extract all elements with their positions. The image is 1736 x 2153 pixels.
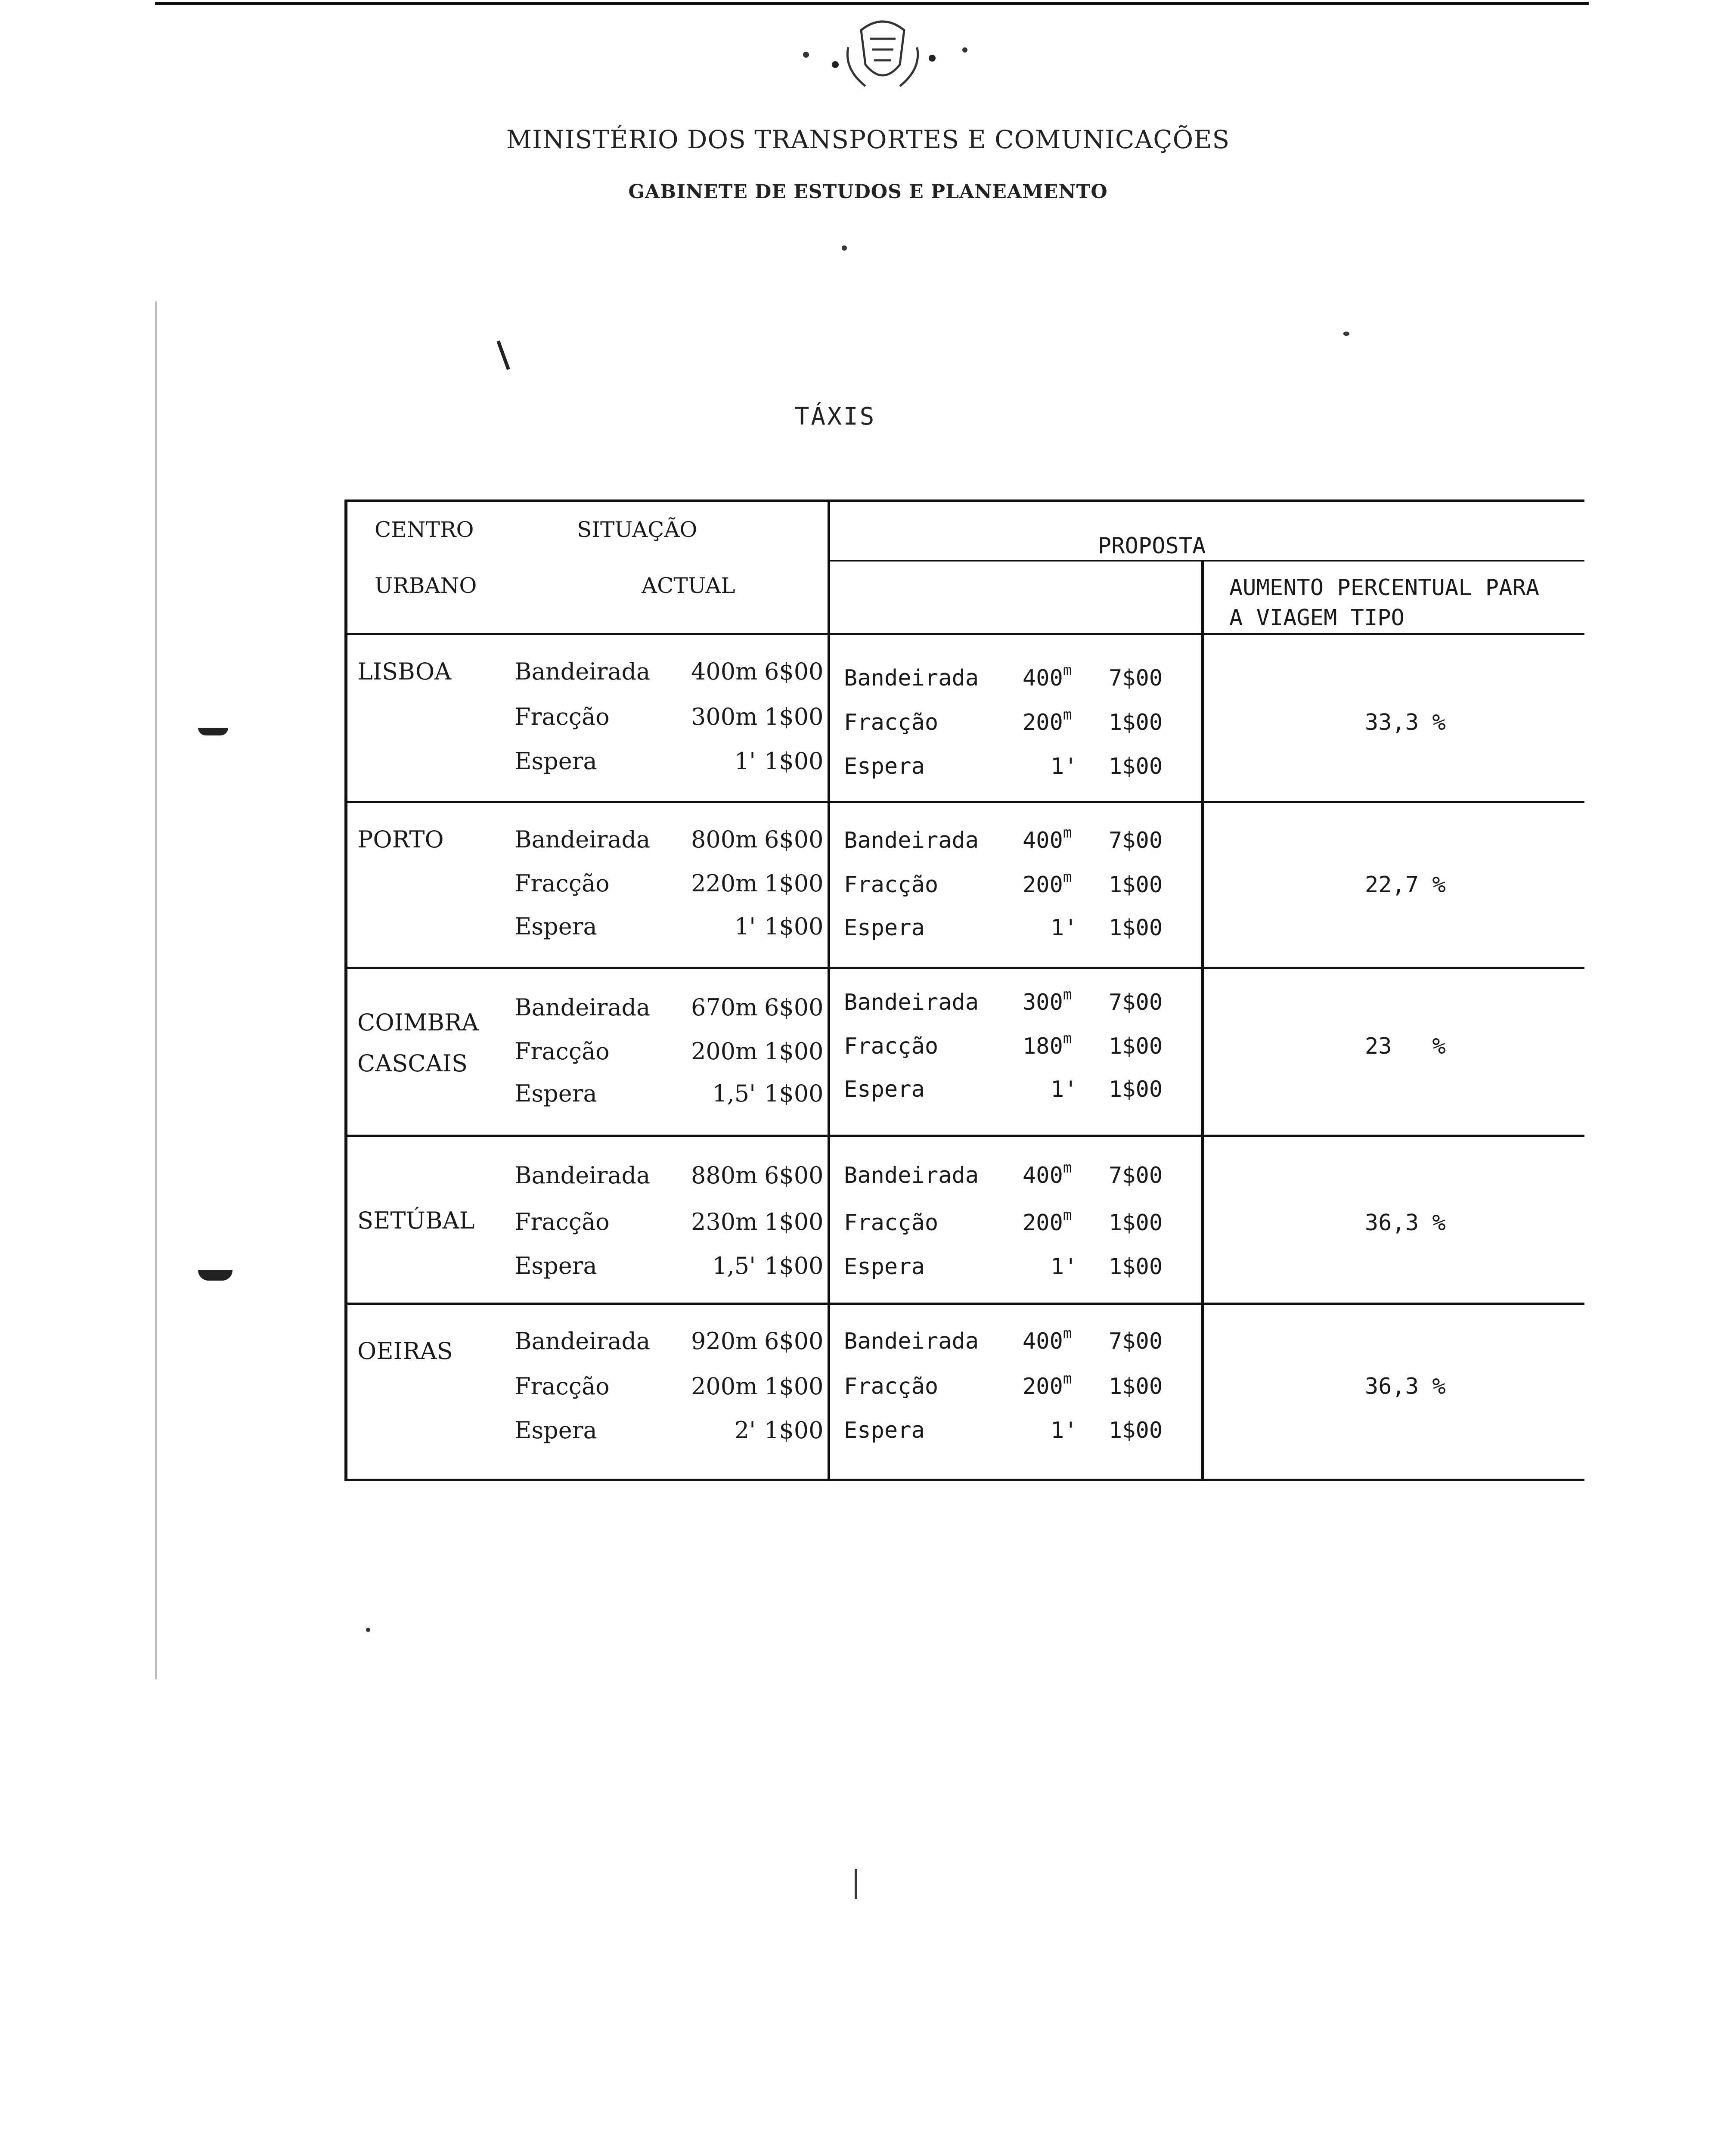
scan-speck <box>855 1869 857 1899</box>
proposta-label: Fracção <box>844 872 939 898</box>
actual-qty: 230m <box>691 1208 758 1235</box>
proposta-label: Fracção <box>844 1374 939 1399</box>
proposta-label: Espera <box>844 1418 925 1443</box>
actual-label: Bandeirada <box>515 1328 651 1355</box>
proposta-price: 7$00 <box>1109 990 1163 1015</box>
actual-price: 1$00 <box>764 703 824 730</box>
actual-price: 6$00 <box>764 1328 824 1355</box>
aumento-value: 36,3 % <box>1365 1374 1446 1399</box>
proposta-qty: 1' <box>1051 915 1078 941</box>
header-proposta: PROPOSTA <box>1098 533 1206 559</box>
proposta-label: Espera <box>844 1254 925 1280</box>
actual-qty: 1,5' <box>712 1252 756 1279</box>
header-centro: CENTRO <box>375 517 474 542</box>
proposta-price: 1$00 <box>1109 1076 1163 1102</box>
proposta-price: 1$00 <box>1109 1418 1163 1443</box>
actual-qty: 670m <box>691 994 758 1021</box>
centro-name: SETÚBAL <box>357 1207 475 1234</box>
proposta-price: 7$00 <box>1109 1328 1163 1354</box>
actual-qty: 920m <box>691 1328 758 1355</box>
proposta-label: Fracção <box>844 1033 939 1059</box>
centro-name: COIMBRA <box>357 1009 479 1036</box>
margin-mark <box>198 1270 232 1281</box>
proposta-qty: 400 <box>1023 828 1063 853</box>
actual-label: Espera <box>515 1080 597 1107</box>
actual-label: Fracção <box>515 870 610 897</box>
header-aumento-line1: AUMENTO PERCENTUAL PARA <box>1229 575 1540 601</box>
centro-name: PORTO <box>357 826 444 853</box>
actual-label: Bandeirada <box>515 826 651 853</box>
header-aumento-line2: A VIAGEM TIPO <box>1229 605 1404 631</box>
actual-qty: 1' <box>734 748 756 775</box>
proposta-price: 1$00 <box>1109 754 1163 779</box>
proposta-price: 7$00 <box>1109 1163 1163 1188</box>
proposta-label: Bandeirada <box>844 1163 979 1188</box>
proposta-price: 1$00 <box>1109 1033 1163 1059</box>
proposta-qty: 1' <box>1051 1418 1078 1443</box>
header-bottom-rule <box>344 633 1584 635</box>
header-actual: ACTUAL <box>642 573 735 598</box>
proposta-label: Fracção <box>844 710 939 735</box>
proposta-price: 7$00 <box>1109 828 1163 853</box>
table-top-border <box>344 499 1584 502</box>
actual-qty: 1,5' <box>712 1080 756 1107</box>
ministry-heading: MINISTÉRIO DOS TRANSPORTES E COMUNICAÇÕES <box>506 125 1230 154</box>
actual-label: Fracção <box>515 1373 610 1400</box>
actual-label: Espera <box>515 1252 597 1279</box>
actual-qty: 400m <box>691 658 758 685</box>
proposta-price: 1$00 <box>1109 1374 1163 1399</box>
proposta-price: 1$00 <box>1109 710 1163 735</box>
actual-price: 1$00 <box>764 1038 824 1065</box>
top-rule <box>155 2 1589 5</box>
row-divider <box>344 801 1584 803</box>
scan-speck <box>1343 332 1349 336</box>
proposta-price: 1$00 <box>1109 872 1163 898</box>
proposta-qty: 180 <box>1023 1033 1063 1059</box>
margin-mark <box>496 341 510 370</box>
actual-qty: 2' <box>734 1417 756 1444</box>
actual-price: 1$00 <box>764 748 824 775</box>
centro-name: OEIRAS <box>357 1337 453 1365</box>
scan-speck <box>803 52 809 58</box>
proposta-unit: m <box>1063 662 1072 679</box>
row-divider <box>344 967 1584 969</box>
proposta-unit: m <box>1063 869 1072 886</box>
proposta-label: Bandeirada <box>844 828 979 853</box>
table-left-border <box>344 499 347 1481</box>
proposta-unit: m <box>1063 1370 1072 1387</box>
proposta-qty: 400 <box>1023 1163 1063 1188</box>
header-urbano: URBANO <box>375 573 477 598</box>
proposta-unit: m <box>1063 1207 1072 1224</box>
actual-qty: 200m <box>691 1038 758 1065</box>
proposta-qty: 200 <box>1023 872 1063 898</box>
aumento-value: 36,3 % <box>1365 1210 1446 1236</box>
proposta-qty: 200 <box>1023 1210 1063 1236</box>
actual-price: 1$00 <box>764 870 824 897</box>
proposta-qty: 200 <box>1023 1374 1063 1399</box>
actual-qty: 1' <box>734 913 756 940</box>
actual-qty: 300m <box>691 703 758 730</box>
proposta-qty: 400 <box>1023 1328 1063 1354</box>
proposta-unit: m <box>1063 1159 1072 1176</box>
proposta-label: Bandeirada <box>844 1328 979 1354</box>
actual-price: 1$00 <box>764 1373 824 1400</box>
taxi-fare-table <box>344 499 1584 1481</box>
proposta-subheader-rule <box>828 560 1584 562</box>
row-divider <box>344 1303 1584 1305</box>
proposta-aumento-divider <box>1201 560 1204 1481</box>
proposta-unit: m <box>1063 706 1072 723</box>
scan-speck <box>962 47 967 53</box>
aumento-value: 33,3 % <box>1365 710 1446 735</box>
proposta-qty: 1' <box>1051 1076 1078 1102</box>
actual-label: Bandeirada <box>515 994 651 1021</box>
situacao-proposta-divider <box>828 499 830 1481</box>
actual-label: Espera <box>515 913 597 940</box>
aumento-value: 23 % <box>1365 1033 1446 1059</box>
coat-of-arms-emblem-icon <box>818 13 947 99</box>
proposta-price: 1$00 <box>1109 915 1163 941</box>
proposta-label: Fracção <box>844 1210 939 1236</box>
aumento-value: 22,7 % <box>1365 872 1446 898</box>
proposta-unit: m <box>1063 986 1072 1003</box>
centro-name: LISBOA <box>357 658 452 685</box>
actual-label: Fracção <box>515 1038 610 1065</box>
actual-label: Espera <box>515 748 597 775</box>
scan-speck <box>366 1628 370 1632</box>
scan-speck <box>842 245 847 251</box>
row-divider <box>344 1135 1584 1137</box>
proposta-unit: m <box>1063 1030 1072 1047</box>
actual-price: 1$00 <box>764 1417 824 1444</box>
actual-label: Fracção <box>515 703 610 730</box>
actual-qty: 200m <box>691 1373 758 1400</box>
proposta-price: 1$00 <box>1109 1210 1163 1236</box>
proposta-label: Espera <box>844 1076 925 1102</box>
actual-price: 6$00 <box>764 1162 824 1189</box>
proposta-qty: 200 <box>1023 710 1063 735</box>
actual-price: 6$00 <box>764 994 824 1021</box>
document-title: TÁXIS <box>794 403 876 431</box>
actual-label: Espera <box>515 1417 597 1444</box>
proposta-qty: 300 <box>1023 990 1063 1015</box>
actual-label: Bandeirada <box>515 1162 651 1189</box>
actual-qty: 880m <box>691 1162 758 1189</box>
proposta-unit: m <box>1063 824 1072 841</box>
margin-mark <box>198 728 228 735</box>
proposta-price: 7$00 <box>1109 665 1163 691</box>
actual-price: 6$00 <box>764 826 824 853</box>
actual-qty: 800m <box>691 826 758 853</box>
proposta-label: Espera <box>844 754 925 779</box>
centro-name: CASCAIS <box>357 1050 468 1077</box>
actual-qty: 220m <box>691 870 758 897</box>
proposta-unit: m <box>1063 1325 1072 1342</box>
proposta-qty: 1' <box>1051 754 1078 779</box>
actual-price: 1$00 <box>764 1252 824 1279</box>
actual-price: 1$00 <box>764 1080 824 1107</box>
proposta-label: Bandeirada <box>844 665 979 691</box>
table-bottom-border <box>344 1479 1584 1481</box>
proposta-qty: 400 <box>1023 665 1063 691</box>
proposta-label: Bandeirada <box>844 990 979 1015</box>
actual-label: Fracção <box>515 1208 610 1235</box>
actual-label: Bandeirada <box>515 658 651 685</box>
actual-price: 1$00 <box>764 913 824 940</box>
actual-price: 6$00 <box>764 658 824 685</box>
proposta-price: 1$00 <box>1109 1254 1163 1280</box>
header-situacao: SITUAÇÃO <box>577 517 698 542</box>
left-margin-shadow <box>155 301 157 1679</box>
proposta-label: Espera <box>844 915 925 941</box>
actual-price: 1$00 <box>764 1208 824 1235</box>
cabinet-subheading: GABINETE DE ESTUDOS E PLANEAMENTO <box>628 181 1108 203</box>
proposta-qty: 1' <box>1051 1254 1078 1280</box>
